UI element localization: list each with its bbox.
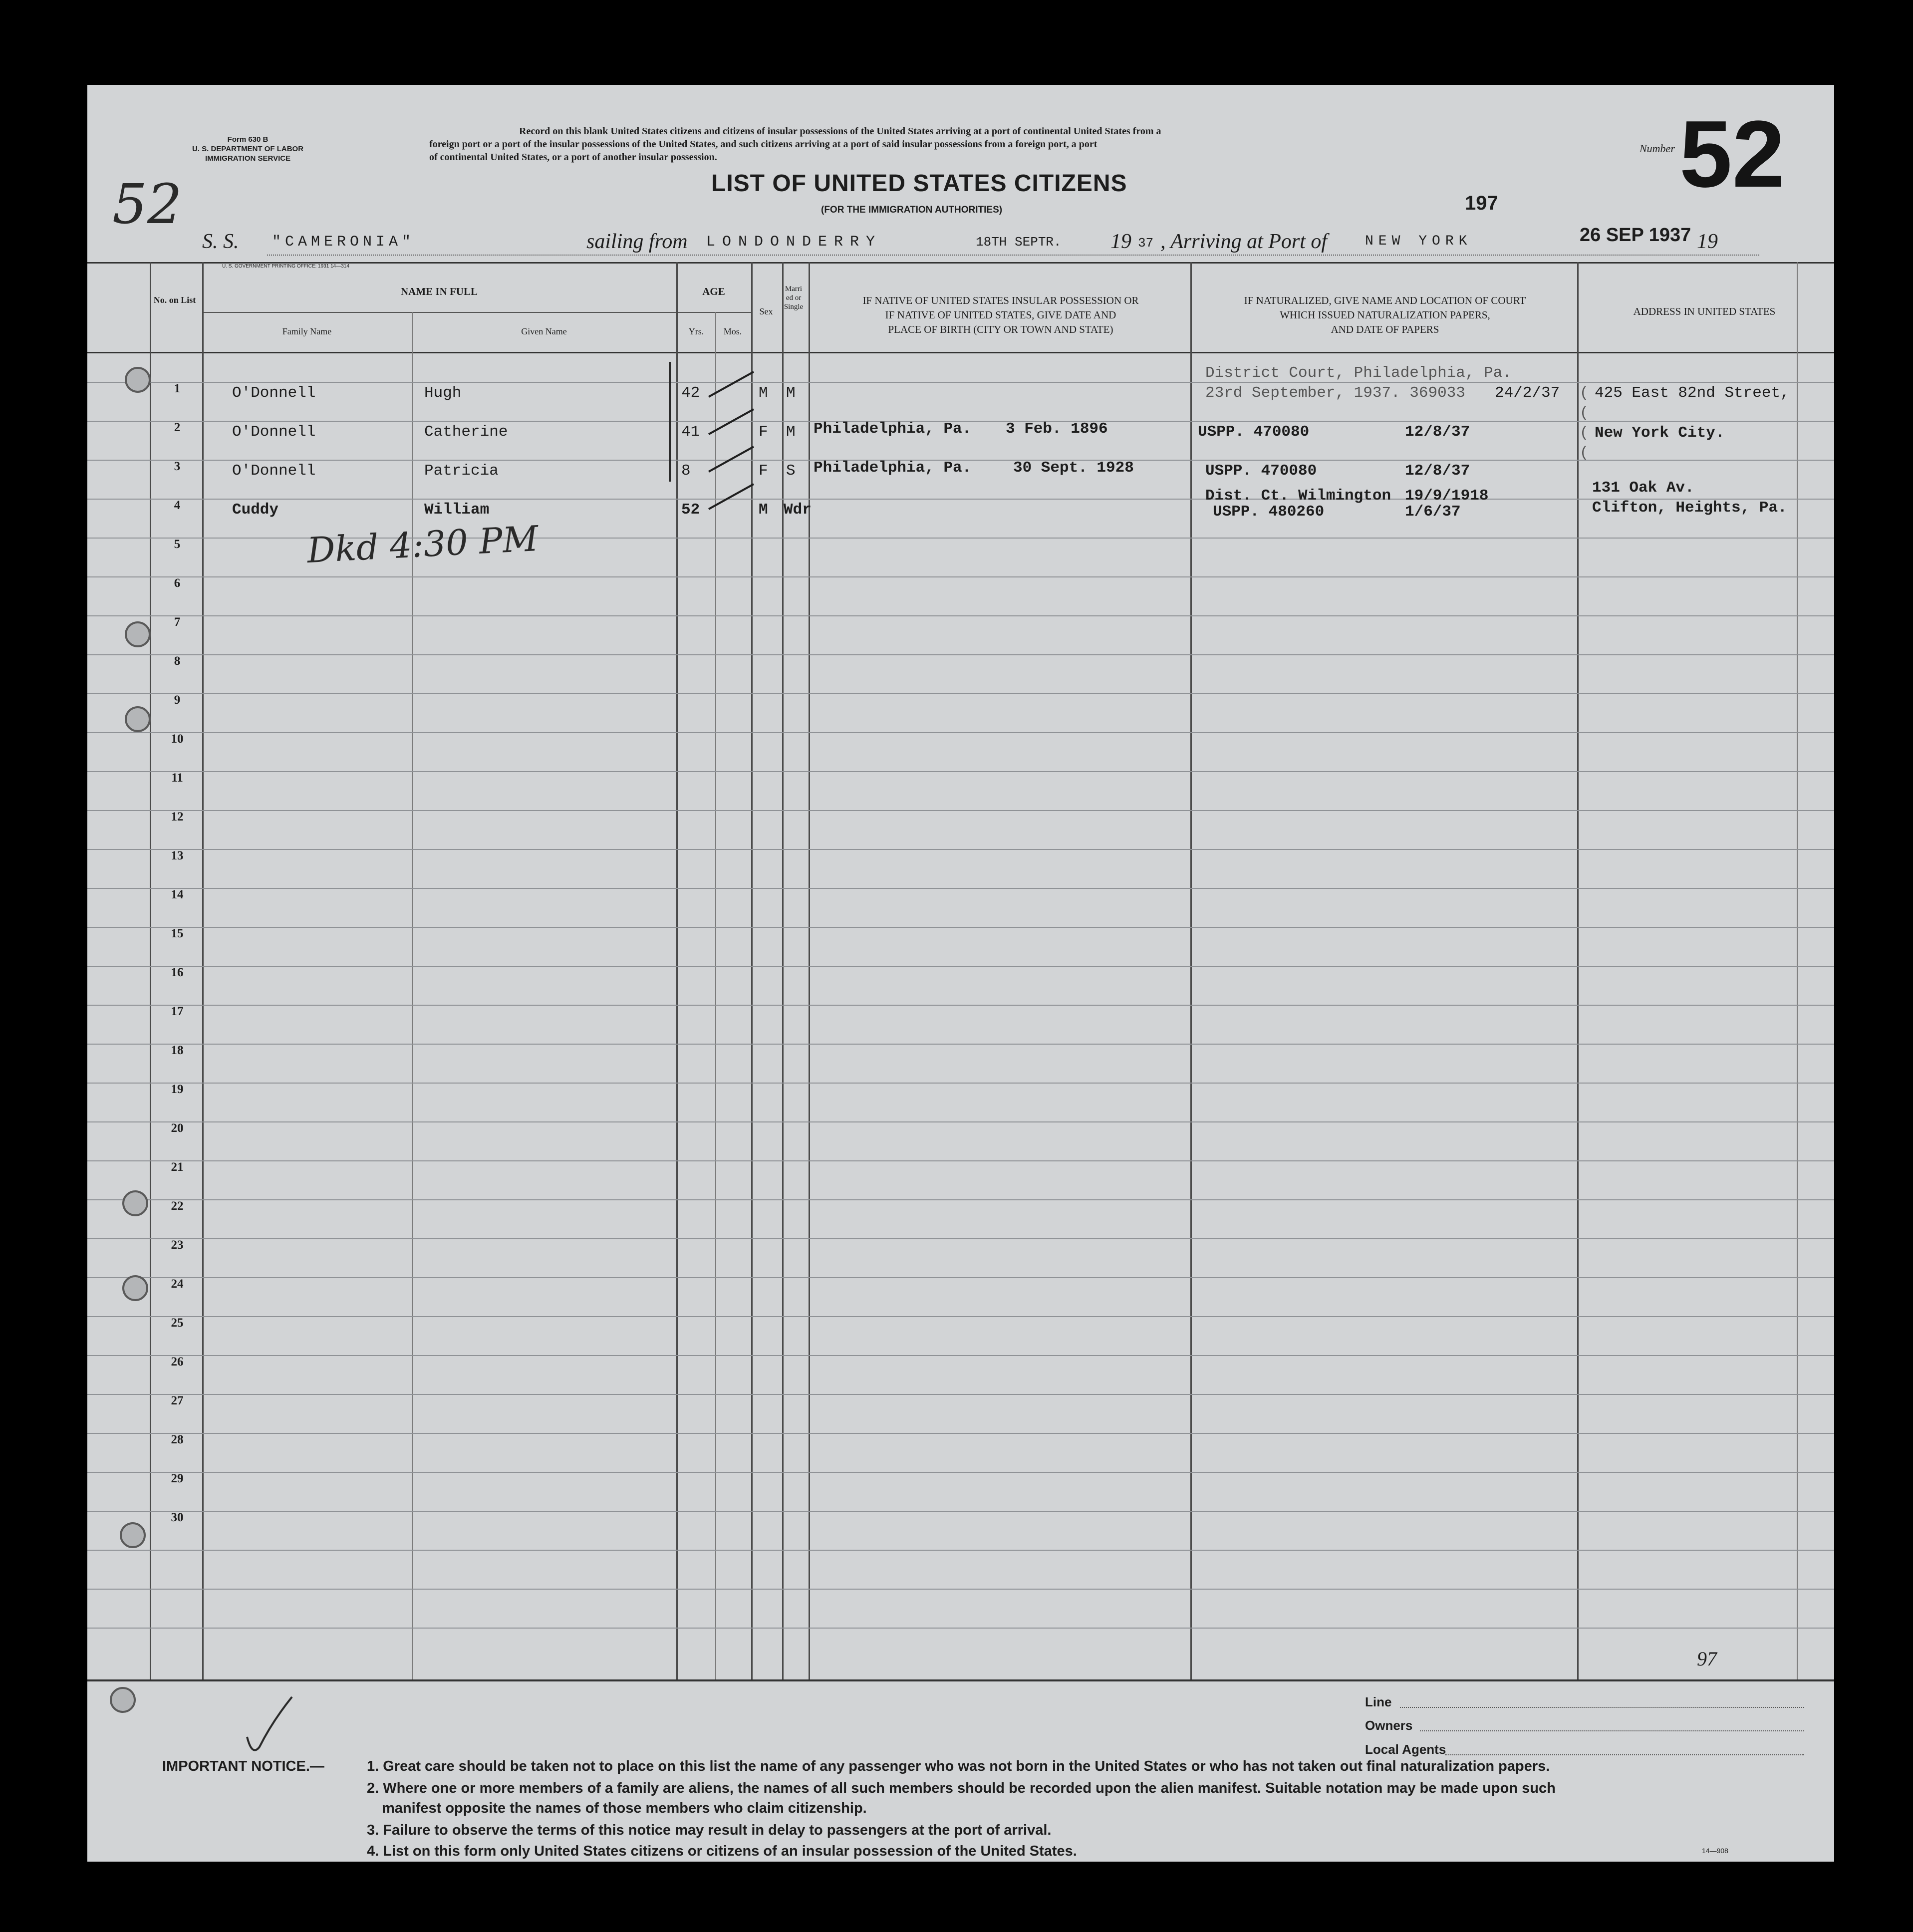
family-name: O'Donnell xyxy=(232,423,316,441)
agents-label: Local Agents xyxy=(1365,1742,1446,1757)
age-years: 52 xyxy=(681,501,700,519)
header-nat-line-2: WHICH ISSUED NATURALIZATION PAPERS, xyxy=(1280,309,1490,321)
header-married-single: Married or Single xyxy=(784,285,804,311)
col-line-age xyxy=(676,262,678,1679)
row-rule xyxy=(87,1511,1834,1512)
notice-label: IMPORTANT NOTICE.— xyxy=(162,1758,324,1774)
row-number: 16 xyxy=(171,966,184,979)
row-number: 15 xyxy=(171,927,184,940)
given-name: Patricia xyxy=(424,462,499,480)
tick-marks xyxy=(699,364,774,534)
naturalization-date: 24/2/37 xyxy=(1495,384,1560,402)
naturalization-court: Dist. Ct. Wilmington xyxy=(1205,487,1391,505)
form-number: Form 630 B xyxy=(227,135,269,144)
sailing-label: sailing from xyxy=(586,230,688,253)
col-line-right xyxy=(1797,262,1798,1679)
age-years: 8 xyxy=(681,462,691,480)
row-rule xyxy=(87,693,1834,694)
marital-status: Wdr xyxy=(784,501,812,519)
naturalization-date: 19/9/1918 xyxy=(1405,487,1489,505)
header-birth xyxy=(811,293,1190,337)
row-rule xyxy=(87,1238,1834,1239)
row-number: 25 xyxy=(171,1316,184,1330)
port-from: LONDONDERRY xyxy=(706,234,882,251)
instructions-line-3: of continental United States, or a port of another insular possession. xyxy=(429,152,717,163)
col-line-address xyxy=(1577,262,1579,1679)
row-rule xyxy=(87,966,1834,967)
col-line-given xyxy=(412,312,413,1679)
given-name: Hugh xyxy=(424,384,462,402)
notice-2-cont: manifest opposite the names of those members who claim citizenship. xyxy=(382,1800,867,1816)
family-name: O'Donnell xyxy=(232,384,316,402)
tick-mark xyxy=(709,484,754,509)
birth-date: 30 Sept. 1928 xyxy=(1013,459,1134,477)
row-number: 20 xyxy=(171,1121,184,1135)
row-rule xyxy=(87,1316,1834,1317)
address: 425 East 82nd Street, xyxy=(1595,384,1790,402)
form-id xyxy=(192,135,303,163)
age-years: 41 xyxy=(681,423,700,441)
age-years: 42 xyxy=(681,384,700,402)
row-number: 18 xyxy=(171,1044,184,1057)
row-number: 24 xyxy=(171,1277,184,1291)
header-birth-line-1: IF NATIVE OF UNITED STATES INSULAR POSSESSION OR xyxy=(862,294,1139,306)
row-rule xyxy=(87,1160,1834,1161)
birth-place: Philadelphia, Pa. xyxy=(814,420,972,438)
notice-4: 4. List on this form only United States citizens or citizens of an insular possession of the United States. xyxy=(367,1843,1077,1859)
row-rule xyxy=(87,576,1834,577)
header-birth-line-3: PLACE OF BIRTH (CITY OR TOWN AND STATE) xyxy=(888,323,1113,335)
agents-field xyxy=(1445,1754,1804,1755)
header-nat-line-3: AND DATE OF PAPERS xyxy=(1331,323,1439,335)
year-suffix: 37 xyxy=(1138,236,1154,251)
row-rule xyxy=(87,771,1834,772)
row-number: 11 xyxy=(171,771,183,785)
row-rule xyxy=(87,615,1834,616)
row-rule xyxy=(87,1472,1834,1473)
sex: F xyxy=(759,423,768,441)
year-2: 19 xyxy=(1697,230,1718,253)
row-number: 5 xyxy=(174,538,181,551)
row-rule xyxy=(87,1550,1834,1551)
punch-hole xyxy=(122,1275,148,1301)
header-birth-line-2: IF NATIVE OF UNITED STATES, GIVE DATE AND xyxy=(885,309,1116,321)
page-count-mark: 97 xyxy=(1697,1648,1717,1670)
header-mos: Mos. xyxy=(723,326,742,336)
row-rule xyxy=(87,1433,1834,1434)
instructions-line-1: Record on this blank United States citizens and citizens of insular possessions of the United States arriving at a port of continental United States from a xyxy=(519,126,1161,137)
sailing-date: 18TH SEPTR. xyxy=(976,235,1062,250)
row-rule xyxy=(87,1121,1834,1122)
row-number: 8 xyxy=(174,654,181,668)
page-subtitle: (FOR THE IMMIGRATION AUTHORITIES) xyxy=(821,205,1003,215)
arriving-label: , Arriving at Port of xyxy=(1160,230,1328,253)
line-label: Line xyxy=(1365,1694,1392,1709)
header-family-name: Family Name xyxy=(282,326,332,336)
birth-date: 3 Feb. 1896 xyxy=(1006,420,1108,438)
header-given-name: Given Name xyxy=(521,326,567,336)
row-number: 22 xyxy=(171,1199,184,1213)
header-address: ADDRESS IN UNITED STATES xyxy=(1633,305,1776,317)
row-rule xyxy=(87,1005,1834,1006)
row-rule xyxy=(87,1589,1834,1590)
row-number: 30 xyxy=(171,1511,184,1524)
handwritten-page-number: 52 xyxy=(112,172,182,236)
header-no-on-list: No. on List xyxy=(153,295,196,305)
naturalization-papers: USPP. 470080 xyxy=(1198,423,1310,441)
family-bracket xyxy=(669,362,671,482)
row-rule xyxy=(87,1199,1834,1200)
sex: M xyxy=(759,501,768,519)
manifest-sheet xyxy=(87,85,1834,1862)
tick-mark xyxy=(709,409,754,434)
row-number: 17 xyxy=(171,1005,184,1018)
given-name: William xyxy=(424,501,490,519)
row-rule xyxy=(87,1355,1834,1356)
naturalization-papers: USPP. 480260 xyxy=(1213,503,1325,521)
check-mark xyxy=(242,1692,297,1757)
row-number: 9 xyxy=(174,693,181,707)
printer-note: U. S. GOVERNMENT PRINTING OFFICE: 1931 14—314 xyxy=(222,264,349,269)
marital-status: M xyxy=(786,423,796,441)
row-number: 6 xyxy=(174,576,181,590)
address: 131 Oak Av. xyxy=(1592,479,1694,497)
notice-3: 3. Failure to observe the terms of this notice may result in delay to passengers at the port of arrival. xyxy=(367,1822,1052,1838)
birth-place: Philadelphia, Pa. xyxy=(814,459,972,477)
given-name: Catherine xyxy=(424,423,508,441)
row-rule xyxy=(87,888,1834,889)
row-number: 1 xyxy=(174,382,181,395)
row-number: 10 xyxy=(171,732,184,746)
sex: F xyxy=(759,462,768,480)
row-number: 13 xyxy=(171,849,184,862)
family-name: O'Donnell xyxy=(232,462,316,480)
row-rule xyxy=(87,1083,1834,1084)
col-line-birth xyxy=(809,262,810,1679)
row-number: 7 xyxy=(174,615,181,629)
header-sex: Sex xyxy=(759,306,773,316)
naturalization-date-2: 1/6/37 xyxy=(1405,503,1461,521)
punch-hole xyxy=(125,706,151,732)
naturalization-papers: USPP. 470080 xyxy=(1205,462,1317,480)
header-yrs: Yrs. xyxy=(688,326,704,336)
form-code: 14—908 xyxy=(1702,1847,1728,1855)
header-age: AGE xyxy=(702,285,725,297)
row-number: 27 xyxy=(171,1394,184,1407)
owners-field xyxy=(1420,1730,1804,1731)
owners-label: Owners xyxy=(1365,1718,1413,1733)
col-line-married xyxy=(782,262,784,1679)
sex: M xyxy=(759,384,768,402)
tick-mark xyxy=(709,447,754,472)
year-prefix: 19 xyxy=(1110,230,1131,253)
punch-hole xyxy=(120,1522,146,1548)
ship-name: "CAMERONIA" xyxy=(272,234,415,251)
table-bottom-rule xyxy=(87,1679,1834,1681)
address: New York City. xyxy=(1595,424,1725,442)
header-name-in-full: NAME IN FULL xyxy=(400,285,478,297)
page-title: LIST OF UNITED STATES CITIZENS xyxy=(711,170,1127,197)
row-rule xyxy=(87,1277,1834,1278)
port-to: NEW YORK xyxy=(1365,234,1472,249)
naturalization-date: 12/8/37 xyxy=(1405,423,1470,441)
arrival-stamp: 26 SEP 1937 xyxy=(1580,225,1691,246)
row-number: 21 xyxy=(171,1160,184,1174)
header-top-rule xyxy=(87,262,1834,264)
row-number: 23 xyxy=(171,1238,184,1252)
stamp-197: 197 xyxy=(1465,192,1498,214)
row-number: 26 xyxy=(171,1355,184,1369)
address-line-2: Clifton, Heights, Pa. xyxy=(1592,499,1787,517)
row-number: 19 xyxy=(171,1083,184,1096)
header-naturalized xyxy=(1193,293,1577,337)
handwritten-note: Dkd 4:30 PM xyxy=(306,518,540,571)
row-rule xyxy=(87,654,1834,655)
notice-1: 1. Great care should be taken not to place on this list the name of any passenger who was not born in the United States or who has not taken out final naturalization papers. xyxy=(367,1758,1550,1774)
row-number: 4 xyxy=(174,499,181,512)
row-rule xyxy=(87,810,1834,811)
notice-2: 2. Where one or more members of a family are aliens, the names of all such members should be recorded upon the alien manifest. Suitable notation may be made upon such xyxy=(367,1780,1556,1796)
row-number: 28 xyxy=(171,1433,184,1446)
punch-hole xyxy=(122,1190,148,1216)
line-field xyxy=(1400,1707,1804,1708)
row-number: 14 xyxy=(171,888,184,901)
row-number: 12 xyxy=(171,810,184,824)
punch-hole xyxy=(110,1687,136,1713)
col-line-no xyxy=(150,262,151,1679)
naturalization-court: District Court, Philadelphia, Pa. xyxy=(1205,364,1512,382)
row-rule xyxy=(87,849,1834,850)
department: U. S. DEPARTMENT OF LABOR xyxy=(192,145,304,153)
row-number: 2 xyxy=(174,421,181,434)
header-sub-rule xyxy=(202,312,751,313)
naturalization-date: 12/8/37 xyxy=(1405,462,1470,480)
header-nat-line-1: IF NATURALIZED, GIVE NAME AND LOCATION OF COURT xyxy=(1244,294,1526,306)
row-rule xyxy=(87,382,1834,383)
row-number: 3 xyxy=(174,460,181,473)
number-label: Number xyxy=(1640,142,1675,155)
tick-mark xyxy=(709,372,754,397)
row-rule xyxy=(87,1394,1834,1395)
punch-hole xyxy=(125,621,151,647)
family-name: Cuddy xyxy=(232,501,279,519)
row-rule xyxy=(87,1628,1834,1629)
col-line-family xyxy=(202,262,204,1679)
ship-line-rule xyxy=(267,255,1759,256)
marital-status: M xyxy=(786,384,796,402)
marital-status: S xyxy=(786,462,796,480)
row-rule xyxy=(87,732,1834,733)
punch-hole xyxy=(125,367,151,393)
service: IMMIGRATION SERVICE xyxy=(205,154,291,163)
instructions xyxy=(429,125,1161,164)
row-rule xyxy=(87,499,1834,500)
ss-label: S. S. xyxy=(202,230,239,253)
row-rule xyxy=(87,1044,1834,1045)
header-bottom-rule xyxy=(87,352,1834,353)
row-number: 29 xyxy=(171,1472,184,1485)
instructions-line-2: foreign port or a port of the insular possessions of the United States, and such citizens arriving at a port of said insular possessions from a foreign port, a port xyxy=(429,139,1097,150)
list-number: 52 xyxy=(1679,101,1785,207)
col-line-naturalized xyxy=(1190,262,1192,1679)
row-rule xyxy=(87,927,1834,928)
naturalization-details: 23rd September, 1937. 369033 xyxy=(1205,384,1465,402)
address-bracket: ( ( ( ( xyxy=(1580,385,1589,462)
